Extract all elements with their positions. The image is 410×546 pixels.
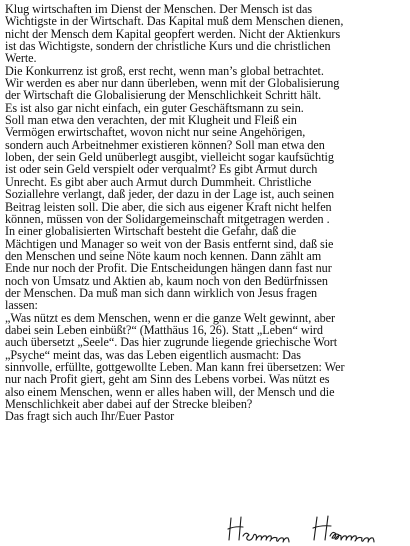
text-line: lassen:	[5, 298, 38, 313]
document-body	[5, 3, 405, 423]
handwritten-signature	[225, 512, 400, 546]
text-line: Werte.	[5, 51, 37, 66]
text-line: „Psyche“ meint das, was das Leben eigentlich ausmacht: Das	[5, 347, 301, 362]
text-line: können, müssen von der Solidargemeinschaft mitgetragen werden .	[5, 211, 330, 226]
text-line: Wichtigste in der Wirtschaft. Das Kapital muß dem Menschen dienen,	[5, 14, 344, 29]
text-line: dabei sein Leben einbüßt?“ (Matthäus 16, 26). Statt „Leben“ wird	[5, 322, 323, 337]
text-line: den Menschen und seine Nöte kaum noch kennen. Dann zählt am	[5, 248, 322, 263]
text-line: nicht der Mensch dem Kapital geopfert werden. Nicht der Aktienkurs	[5, 26, 341, 41]
text-line: ist oder sein Geld verspielt oder verqualmt? Es gibt Armut durch	[5, 162, 318, 177]
text-line: In einer globalisierten Wirtschaft besteht die Gefahr, daß die	[5, 224, 297, 239]
text-line: der Wirtschaft die Globalisierung der Menschlichkeit Schritt hält.	[5, 88, 322, 103]
text-line: nur nach Profit giert, geht am Sinn des Lebens vorbei. Was nützt es	[5, 372, 330, 387]
text-line: Wir werden es aber nur dann überleben, wenn mit der Globalisierung	[5, 76, 340, 91]
text-line: auch übersetzt „Seele“. Das hier zugrunde liegende griechische Wort	[5, 335, 338, 350]
text-line: noch von Umsatz und Aktien ab, kaum noch von den Bedürfnissen	[5, 273, 328, 288]
text-line: Beitrag leisten soll. Die aber, die sich aus eigener Kraft nicht helfen	[5, 199, 332, 214]
text-line: Soziallehre verlangt, daß jeder, der dazu in der Lage ist, auch seinen	[5, 187, 334, 202]
closing-line: Das fragt sich auch Ihr/Euer Pastor	[5, 409, 175, 424]
text-line: Ende nur noch der Profit. Die Entscheidungen hängen dann fast nur	[5, 261, 332, 276]
text-line: sinnvolle, erfüllte, gottgewollte Leben. Man kann frei übersetzen: Wer	[5, 359, 345, 374]
text-line: Klug wirtschaften im Dienst der Menschen. Der Mensch ist das	[5, 2, 313, 16]
text-line: Vermögen erwirtschaftet, wovon nicht nur seine Angehörigen,	[5, 125, 306, 140]
text-line: Unrecht. Es gibt aber auch Armut durch Dummheit. Christliche	[5, 174, 312, 189]
text-line: „Was nützt es dem Menschen, wenn er die ganze Welt gewinnt, aber	[5, 310, 335, 325]
text-line: loben, der sein Geld unüberlegt ausgibt, vielleicht sogar kaufsüchtig	[5, 150, 334, 165]
text-line: Mächtigen und Manager so weit von der Basis entfernt sind, daß sie	[5, 236, 334, 251]
text-line: ist das Wichtigste, sondern der christliche Kurs und die christlichen	[5, 39, 331, 54]
text-line: Es ist also gar nicht einfach, ein guter Geschäftsmann zu sein.	[5, 100, 304, 115]
text-line: also einem Menschen, wenn er alles haben will, der Mensch und die	[5, 384, 335, 399]
text-line: der Menschen. Da muß man sich dann wirklich von Jesus fragen	[5, 285, 318, 300]
text-line: Menschlichkeit aber dabei auf der Strecke bleiben?	[5, 397, 253, 411]
text-line: Die Konkurrenz ist groß, erst recht, wenn man’s global betrachtet.	[5, 63, 324, 78]
text-line: sondern auch Arbeitnehmer existieren können? Soll man etwa den	[5, 137, 325, 152]
text-line: Soll man etwa den verachten, der mit Klugheit und Fleiß ein	[5, 113, 297, 128]
